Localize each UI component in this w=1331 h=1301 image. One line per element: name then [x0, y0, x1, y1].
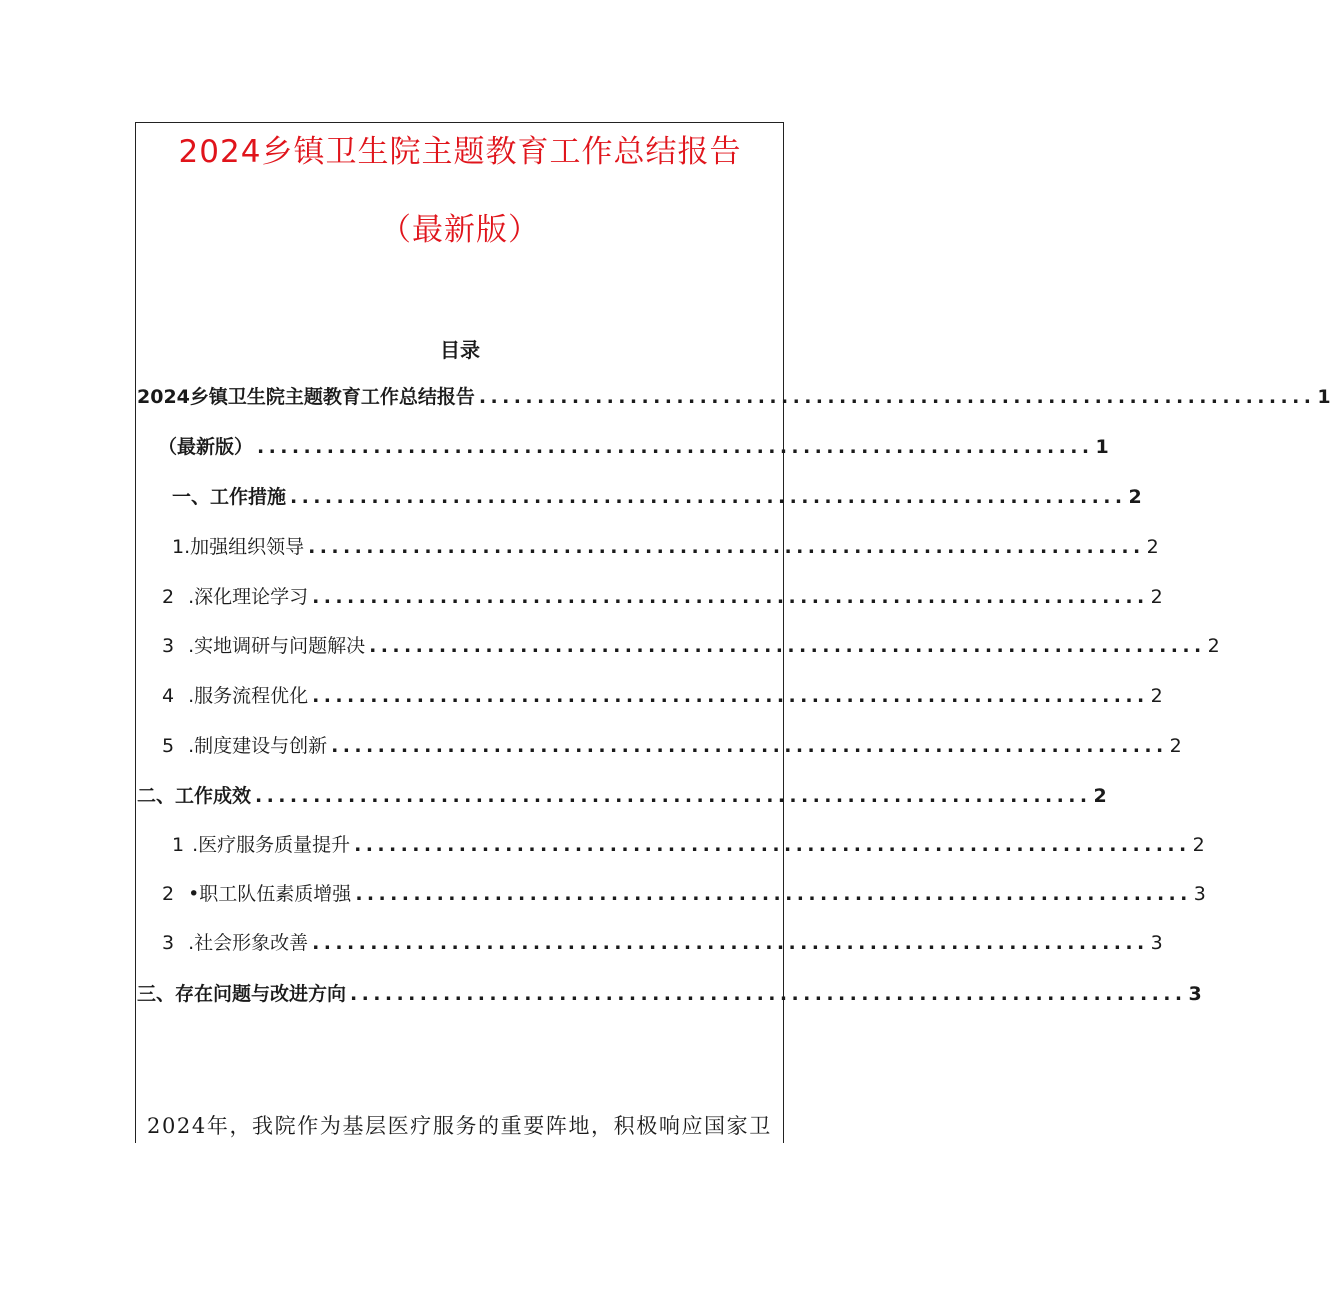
toc-item-page: 2 — [1207, 635, 1220, 657]
toc-item-page: 2 — [1169, 735, 1182, 757]
toc-item-label: 一、工作措施 — [172, 486, 287, 508]
toc-item-number: 5 — [162, 735, 175, 757]
toc-leader: ........................................................................ — [354, 834, 1191, 856]
toc-leader: ........................................................................ — [478, 386, 1316, 408]
toc-item-label: .实地调研与问题解决 — [188, 635, 366, 657]
document-subtitle: （最新版） — [380, 212, 540, 248]
toc-item-label: （最新版） — [158, 436, 254, 458]
toc-item[interactable] — [162, 584, 1163, 610]
toc-item-page: 2 — [1128, 486, 1142, 508]
toc-leader: ........................................................................ — [312, 685, 1149, 707]
toc-item-label: 三、存在问题与改进方向 — [137, 983, 347, 1005]
toc-item-number: 1 — [172, 834, 185, 856]
toc-leader: ........................................................................ — [350, 983, 1187, 1005]
toc-item-label: 1.加强组织领导 — [172, 536, 305, 558]
toc-item-label: .社会形象改善 — [188, 932, 309, 954]
toc-item-page: 2 — [1093, 785, 1107, 807]
toc-item-number: 2 — [162, 586, 175, 608]
toc-leader: ........................................................................ — [312, 932, 1149, 954]
toc-item[interactable] — [162, 733, 1182, 759]
toc-item[interactable] — [162, 633, 1220, 659]
toc-item[interactable] — [137, 783, 1107, 809]
toc-heading: 目录 — [440, 338, 480, 362]
toc-leader: ........................................................................ — [355, 883, 1192, 905]
toc-item-page: 2 — [1150, 586, 1163, 608]
toc-item[interactable] — [172, 832, 1205, 858]
toc-leader: ........................................................................ — [257, 436, 1094, 458]
toc-item-label: .深化理论学习 — [188, 586, 309, 608]
toc-item-label: .医疗服务质量提升 — [192, 834, 351, 856]
toc-item-page: 3 — [1150, 932, 1163, 954]
toc-item[interactable] — [162, 881, 1206, 907]
toc-item-number: 2 — [162, 883, 175, 905]
toc-item-label: 二、工作成效 — [137, 785, 252, 807]
toc-item-page: 3 — [1193, 883, 1206, 905]
toc-leader: ........................................................................ — [331, 735, 1168, 757]
toc-item-label: •职工队伍素质增强 — [188, 883, 352, 905]
toc-item[interactable] — [137, 384, 1331, 410]
toc-item-page: 1 — [1095, 436, 1109, 458]
body-paragraph: 2024年，我院作为基层医疗服务的重要阵地，积极响应国家卫 — [147, 1114, 772, 1138]
toc-item[interactable] — [172, 484, 1142, 510]
toc-item-label: .制度建设与创新 — [188, 735, 328, 757]
toc-item-number: 3 — [162, 635, 175, 657]
toc-item-page: 3 — [1188, 983, 1202, 1005]
toc-item[interactable] — [137, 981, 1202, 1007]
toc-leader: ........................................................................ — [255, 785, 1092, 807]
toc-item[interactable] — [162, 683, 1163, 709]
toc-item[interactable] — [158, 434, 1109, 460]
toc-item-page: 2 — [1150, 685, 1163, 707]
toc-leader: ........................................................................ — [308, 536, 1145, 558]
toc-item[interactable] — [162, 930, 1163, 956]
toc-item-label: 2024乡镇卫生院主题教育工作总结报告 — [137, 386, 475, 408]
toc-item-number: 3 — [162, 932, 175, 954]
toc-item[interactable] — [172, 534, 1159, 560]
toc-leader: ........................................................................ — [369, 635, 1206, 657]
toc-item-page: 1 — [1317, 386, 1331, 408]
document-title: 2024乡镇卫生院主题教育工作总结报告 — [178, 134, 742, 170]
toc-item-number: 4 — [162, 685, 175, 707]
toc-item-page: 2 — [1146, 536, 1159, 558]
toc-leader: ........................................................................ — [290, 486, 1127, 508]
toc-leader: ........................................................................ — [312, 586, 1149, 608]
toc-item-label: .服务流程优化 — [188, 685, 309, 707]
toc-item-page: 2 — [1192, 834, 1205, 856]
